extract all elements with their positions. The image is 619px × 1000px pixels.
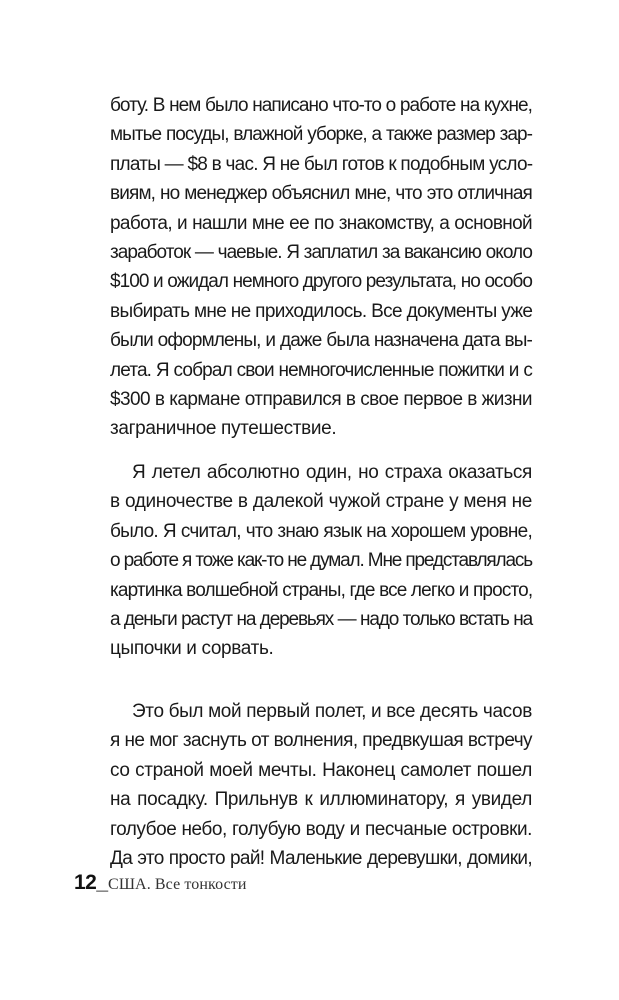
text-line: были оформлены, и даже была назначена дата вы- bbox=[110, 330, 532, 352]
text-line: о работе я тоже как-то не думал. Мне представлялась bbox=[110, 550, 532, 572]
text-line: заработок — чаевые. Я заплатил за вакансию около bbox=[110, 241, 532, 263]
paragraph-2 bbox=[110, 458, 532, 664]
text-line: Да это просто рай! Маленькие деревушки, домики, bbox=[110, 847, 532, 869]
paragraph-1 bbox=[110, 91, 532, 444]
footer-separator: _ bbox=[96, 871, 109, 894]
text-line: я не мог заснуть от волнения, предвкушая встречу bbox=[110, 730, 532, 752]
text-line: было. Я считал, что знаю язык на хорошем уровне, bbox=[110, 520, 532, 542]
text-line: работа, и нашли мне ее по знакомству, а основной bbox=[110, 212, 532, 234]
text-line: виям, но менеджер объяснил мне, что это отличная bbox=[110, 183, 532, 205]
page-footer bbox=[74, 871, 247, 901]
text-line: $300 в кармане отправился в свое первое в жизни bbox=[110, 388, 532, 410]
text-line: заграничное путешествие. bbox=[110, 418, 337, 440]
text-line: картинка волшебной страны, где все легко и просто, bbox=[110, 579, 533, 601]
running-title: США. Все тонкости bbox=[108, 876, 247, 893]
text-line: в одиночестве в далекой чужой стране у меня не bbox=[110, 491, 532, 513]
text-line: мытье посуды, влажной уборке, а также размер зар- bbox=[110, 124, 532, 146]
text-line: Это был мой первый полет, и все десять часов bbox=[132, 701, 532, 722]
text-line: платы — $8 в час. Я не был готов к подобным усло- bbox=[110, 153, 533, 175]
text-line: боту. В нем было написано что-то о работе на кухне, bbox=[110, 95, 532, 116]
text-line: Я летел абсолютно один, но страха оказаться bbox=[132, 462, 532, 483]
paragraph-3 bbox=[110, 697, 532, 873]
text-line: выбирать мне не приходилось. Все документы уже bbox=[110, 300, 533, 322]
text-line: лета. Я собрал свои немногочисленные пожитки и с bbox=[110, 359, 532, 381]
text-line: голубое небо, голубую воду и песчаные островки. bbox=[110, 818, 532, 840]
text-line: на посадку. Прильнув к иллюминатору, я увидел bbox=[110, 789, 532, 811]
page-number: 12 bbox=[74, 871, 97, 894]
text-line: а деньги растут на деревьях — надо только встать на bbox=[110, 608, 532, 630]
text-line: со страной моей мечты. Наконец самолет пошел bbox=[110, 759, 532, 781]
text-line: цыпочки и сорвать. bbox=[110, 638, 274, 660]
text-line: $100 и ожидал немного другого результата, но особо bbox=[110, 271, 532, 293]
